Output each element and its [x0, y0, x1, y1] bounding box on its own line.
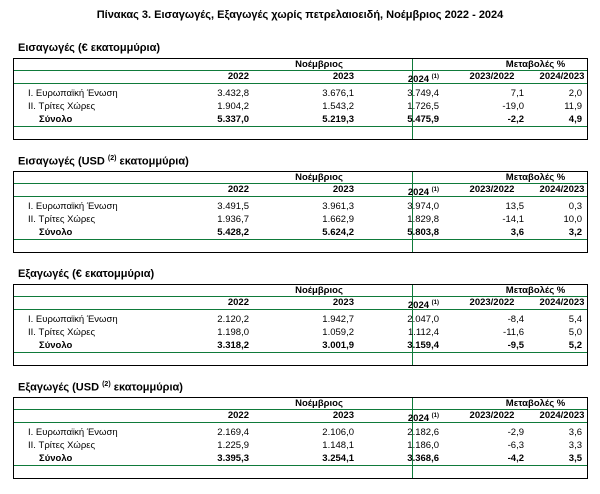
value-2023: 3.254,1	[322, 453, 354, 464]
header-change-2023-2022: 2023/2022	[469, 297, 515, 308]
row-label: I. Ευρωπαϊκή Ένωση	[28, 201, 118, 212]
section-title-text: Εξαγωγές (USD	[18, 381, 100, 394]
change-2024-2023: 0,3	[568, 201, 582, 212]
footnote-marker: (2)	[102, 381, 111, 388]
footnote-marker: (1)	[431, 300, 439, 306]
page-title: Πίνακας 3. Εισαγωγές, Εξαγωγές χωρίς πετρελαιοειδή, Νοέμβριος 2022 - 2024	[96, 9, 504, 21]
value-2022: 5.428,2	[217, 227, 249, 238]
header-change-2023-2022: 2023/2022	[469, 410, 515, 421]
header-change-2023-2022: 2023/2022	[469, 184, 515, 195]
header-change-2024-2023: 2024/2023	[539, 184, 585, 195]
value-2024: 3.749,4	[407, 88, 439, 99]
row-label: II. Τρίτες Χώρες	[28, 101, 96, 112]
value-2022: 1.225,9	[217, 440, 249, 451]
change-2023-2022: -14,1	[502, 214, 524, 225]
section-title-text: Εισαγωγές (€ εκατομμύρια)	[18, 42, 161, 54]
section-title-unit: εκατομμύρια)	[113, 381, 183, 394]
value-2024: 3.159,4	[407, 340, 439, 351]
section-title	[18, 268, 154, 280]
value-2024: 5.803,8	[407, 227, 439, 238]
value-2023: 2.106,0	[322, 427, 354, 438]
section-title	[18, 42, 160, 54]
header-year-2024-label: 2024	[407, 187, 430, 199]
value-2023: 3.961,3	[322, 201, 354, 212]
header-month: Νοέμβριος	[295, 285, 343, 296]
table-rule	[14, 239, 587, 240]
value-2022: 2.169,4	[217, 427, 249, 438]
data-table	[13, 171, 588, 253]
row-label: Σύνολο	[39, 227, 73, 238]
header-year-2023: 2023	[332, 71, 354, 82]
header-year-2023: 2023	[332, 410, 354, 421]
change-2024-2023: 3,2	[568, 227, 582, 238]
row-label: Σύνολο	[39, 114, 73, 125]
header-year-2023: 2023	[332, 184, 354, 195]
value-2022: 2.120,2	[217, 314, 249, 325]
value-2024: 1.186,0	[407, 440, 439, 451]
data-table	[13, 284, 588, 366]
value-2024: 2.182,6	[407, 427, 439, 438]
change-2023-2022: -4,2	[507, 453, 524, 464]
value-2024: 1.829,8	[407, 214, 439, 225]
table-rule	[14, 465, 587, 466]
value-2023: 1.662,9	[322, 214, 354, 225]
footnote-marker: (1)	[431, 413, 439, 419]
value-2024: 2.047,0	[407, 314, 439, 325]
change-2024-2023: 5,4	[568, 314, 582, 325]
header-changes: Μεταβολές %	[505, 172, 566, 183]
value-2023: 1.543,2	[322, 101, 354, 112]
change-2023-2022: -11,6	[503, 327, 524, 338]
section-title-text: Εξαγωγές (€ εκατομμύρια)	[18, 268, 155, 280]
change-2024-2023: 5,0	[568, 327, 582, 338]
value-2022: 3.491,5	[217, 201, 249, 212]
header-year-2024-label: 2024	[407, 74, 430, 86]
header-year-2024	[359, 71, 439, 86]
footnote-marker: (1)	[431, 187, 439, 193]
value-2023: 1.942,7	[322, 314, 354, 325]
value-2023: 1.059,2	[322, 327, 354, 338]
value-2024: 1.726,5	[407, 101, 439, 112]
data-table	[13, 397, 588, 479]
change-2024-2023: 3,3	[568, 440, 582, 451]
change-2024-2023: 4,9	[568, 114, 582, 125]
section-title-text: Εισαγωγές (USD	[18, 155, 105, 168]
header-year-2024	[359, 410, 439, 425]
change-2023-2022: -8,4	[507, 314, 524, 325]
header-change-2024-2023: 2024/2023	[539, 71, 585, 82]
value-2024: 5.475,9	[407, 114, 439, 125]
value-2022: 3.318,2	[217, 340, 249, 351]
change-2023-2022: -6,3	[507, 440, 524, 451]
header-change-2024-2023: 2024/2023	[539, 410, 585, 421]
footnote-marker: (1)	[431, 74, 439, 80]
value-2023: 3.676,1	[322, 88, 354, 99]
header-year-2022: 2022	[227, 71, 249, 82]
value-2023: 5.624,2	[322, 227, 354, 238]
row-label: Σύνολο	[39, 453, 73, 464]
change-2024-2023: 5,2	[568, 340, 582, 351]
change-2024-2023: 11,9	[564, 101, 582, 112]
row-label: I. Ευρωπαϊκή Ένωση	[28, 88, 118, 99]
row-label: Σύνολο	[39, 340, 73, 351]
value-2024: 3.974,0	[407, 201, 439, 212]
value-2023: 5.219,3	[322, 114, 354, 125]
header-year-2024	[359, 297, 439, 312]
change-2023-2022: -2,2	[507, 114, 524, 125]
value-2023: 1.148,1	[322, 440, 354, 451]
header-year-2022: 2022	[227, 184, 249, 195]
header-change-2023-2022: 2023/2022	[469, 71, 515, 82]
header-changes: Μεταβολές %	[505, 398, 566, 409]
change-2024-2023: 10,0	[563, 214, 582, 225]
footnote-marker: (2)	[107, 155, 117, 162]
value-2022: 3.432,8	[217, 88, 249, 99]
section-title	[18, 155, 189, 168]
header-month: Νοέμβριος	[295, 59, 343, 70]
table-rule	[14, 352, 587, 353]
header-changes: Μεταβολές %	[505, 59, 566, 70]
value-2022: 1.936,7	[217, 214, 249, 225]
row-label: I. Ευρωπαϊκή Ένωση	[28, 314, 118, 325]
row-label: II. Τρίτες Χώρες	[28, 440, 96, 451]
table-rule	[14, 196, 587, 197]
value-2022: 3.395,3	[217, 453, 249, 464]
header-year-2023: 2023	[332, 297, 354, 308]
table-rule	[14, 126, 587, 127]
value-2022: 1.198,0	[217, 327, 249, 338]
header-month: Νοέμβριος	[295, 172, 343, 183]
value-2022: 5.337,0	[217, 114, 249, 125]
header-changes: Μεταβολές %	[505, 285, 566, 296]
header-month: Νοέμβριος	[295, 398, 343, 409]
row-label: II. Τρίτες Χώρες	[28, 214, 96, 225]
change-2023-2022: -19,0	[502, 101, 524, 112]
table-rule	[14, 309, 587, 310]
header-year-2024-label: 2024	[407, 413, 430, 425]
value-2024: 3.368,6	[407, 453, 439, 464]
change-2023-2022: 7,1	[510, 88, 524, 99]
row-label: I. Ευρωπαϊκή Ένωση	[28, 427, 118, 438]
change-2023-2022: -2,9	[507, 427, 524, 438]
row-label: II. Τρίτες Χώρες	[28, 327, 96, 338]
table-rule	[14, 83, 587, 84]
change-2023-2022: 13,5	[505, 201, 524, 212]
table-rule	[14, 422, 587, 423]
value-2022: 1.904,2	[217, 101, 249, 112]
section-title	[18, 381, 183, 394]
header-year-2024-label: 2024	[407, 300, 430, 312]
value-2023: 3.001,9	[322, 340, 354, 351]
section-title-unit: εκατομμύρια)	[119, 155, 189, 168]
change-2024-2023: 2,0	[568, 88, 582, 99]
value-2024: 1.112,4	[408, 327, 439, 338]
header-year-2022: 2022	[227, 410, 249, 421]
change-2024-2023: 3,6	[568, 427, 582, 438]
change-2024-2023: 3,5	[568, 453, 582, 464]
change-2023-2022: -9,5	[507, 340, 524, 351]
header-year-2024	[359, 184, 439, 199]
change-2023-2022: 3,6	[510, 227, 524, 238]
header-year-2022: 2022	[227, 297, 249, 308]
data-table	[13, 58, 588, 140]
header-change-2024-2023: 2024/2023	[539, 297, 585, 308]
